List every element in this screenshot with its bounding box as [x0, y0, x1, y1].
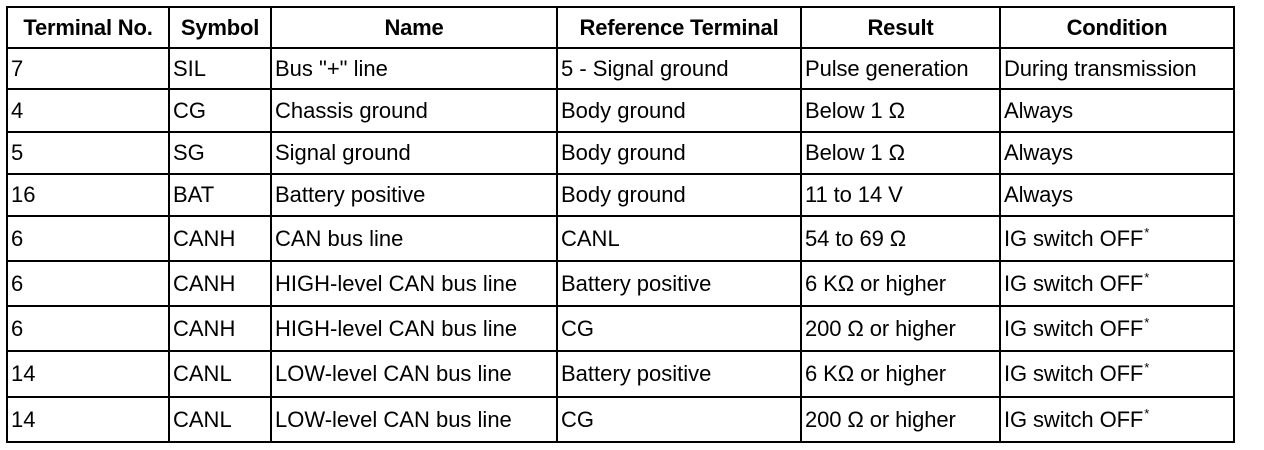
- cell-condition: [1000, 351, 1234, 397]
- cell-result: 54 to 69 Ω: [801, 216, 1000, 261]
- table-row: [7, 216, 1234, 261]
- cell-reference-terminal: Battery positive: [557, 261, 801, 306]
- condition-text: During transmission: [1004, 55, 1197, 81]
- header-name: Name: [271, 7, 557, 48]
- cell-terminal-no: 6: [7, 261, 169, 306]
- cell-result: Pulse generation: [801, 48, 1000, 89]
- cell-name: LOW-level CAN bus line: [271, 397, 557, 442]
- cell-condition: [1000, 397, 1234, 442]
- cell-terminal-no: 14: [7, 351, 169, 397]
- footnote-marker: *: [1144, 224, 1150, 240]
- cell-symbol: BAT: [169, 174, 271, 216]
- cell-reference-terminal: Body ground: [557, 132, 801, 174]
- cell-condition: [1000, 174, 1234, 216]
- header-terminal-no: Terminal No.: [7, 7, 169, 48]
- cell-terminal-no: 6: [7, 306, 169, 351]
- condition-text: IG switch OFF: [1004, 225, 1144, 251]
- cell-name: LOW-level CAN bus line: [271, 351, 557, 397]
- cell-reference-terminal: Body ground: [557, 89, 801, 132]
- cell-result: 6 KΩ or higher: [801, 261, 1000, 306]
- cell-terminal-no: 5: [7, 132, 169, 174]
- condition-text: IG switch OFF: [1004, 406, 1144, 432]
- condition-text: IG switch OFF: [1004, 270, 1144, 296]
- table-body: [7, 48, 1234, 442]
- header-symbol: Symbol: [169, 7, 271, 48]
- cell-result: Below 1 Ω: [801, 89, 1000, 132]
- table-row: [7, 174, 1234, 216]
- cell-terminal-no: 6: [7, 216, 169, 261]
- table-header: [7, 7, 1234, 48]
- cell-reference-terminal: Battery positive: [557, 351, 801, 397]
- cell-name: Battery positive: [271, 174, 557, 216]
- cell-terminal-no: 4: [7, 89, 169, 132]
- cell-terminal-no: 7: [7, 48, 169, 89]
- header-condition: Condition: [1000, 7, 1234, 48]
- cell-condition: [1000, 261, 1234, 306]
- cell-reference-terminal: CG: [557, 306, 801, 351]
- cell-condition: [1000, 216, 1234, 261]
- cell-symbol: CANH: [169, 216, 271, 261]
- footnote-marker: *: [1144, 360, 1150, 375]
- condition-text: Always: [1004, 182, 1074, 207]
- cell-result: Below 1 Ω: [801, 132, 1000, 174]
- table-row: [7, 261, 1234, 306]
- cell-result: 11 to 14 V: [801, 174, 1000, 216]
- cell-symbol: SIL: [169, 48, 271, 89]
- cell-condition: [1000, 89, 1234, 132]
- cell-reference-terminal: 5 - Signal ground: [557, 48, 801, 89]
- cell-symbol: CANH: [169, 261, 271, 306]
- cell-name: Chassis ground: [271, 89, 557, 132]
- terminal-inspection-table: [6, 6, 1235, 443]
- table-row: [7, 397, 1234, 442]
- cell-name: CAN bus line: [271, 216, 557, 261]
- cell-symbol: CANL: [169, 351, 271, 397]
- footnote-marker: *: [1144, 314, 1150, 330]
- table-row: [7, 48, 1234, 89]
- cell-reference-terminal: CANL: [557, 216, 801, 261]
- cell-symbol: CANH: [169, 306, 271, 351]
- footnote-marker: *: [1144, 405, 1150, 421]
- header-reference-terminal: Reference Terminal: [557, 7, 801, 48]
- cell-name: Bus "+" line: [271, 48, 557, 89]
- cell-name: Signal ground: [271, 132, 557, 174]
- cell-condition: [1000, 132, 1234, 174]
- cell-result: 6 KΩ or higher: [801, 351, 1000, 397]
- cell-result: 200 Ω or higher: [801, 306, 1000, 351]
- table-row: [7, 306, 1234, 351]
- cell-reference-terminal: CG: [557, 397, 801, 442]
- cell-condition: [1000, 306, 1234, 351]
- table-row: [7, 351, 1234, 397]
- cell-terminal-no: 14: [7, 397, 169, 442]
- cell-symbol: CG: [169, 89, 271, 132]
- header-result: Result: [801, 7, 1000, 48]
- cell-condition: [1000, 48, 1234, 89]
- cell-reference-terminal: Body ground: [557, 174, 801, 216]
- table-row: [7, 89, 1234, 132]
- cell-name: HIGH-level CAN bus line: [271, 306, 557, 351]
- footnote-marker: *: [1144, 269, 1150, 285]
- condition-text: IG switch OFF: [1004, 361, 1144, 386]
- cell-result: 200 Ω or higher: [801, 397, 1000, 442]
- table-header-row: [7, 7, 1234, 48]
- cell-symbol: CANL: [169, 397, 271, 442]
- cell-terminal-no: 16: [7, 174, 169, 216]
- condition-text: IG switch OFF: [1004, 315, 1144, 341]
- cell-name: HIGH-level CAN bus line: [271, 261, 557, 306]
- table-row: [7, 132, 1234, 174]
- cell-symbol: SG: [169, 132, 271, 174]
- condition-text: Always: [1004, 97, 1074, 123]
- condition-text: Always: [1004, 140, 1074, 165]
